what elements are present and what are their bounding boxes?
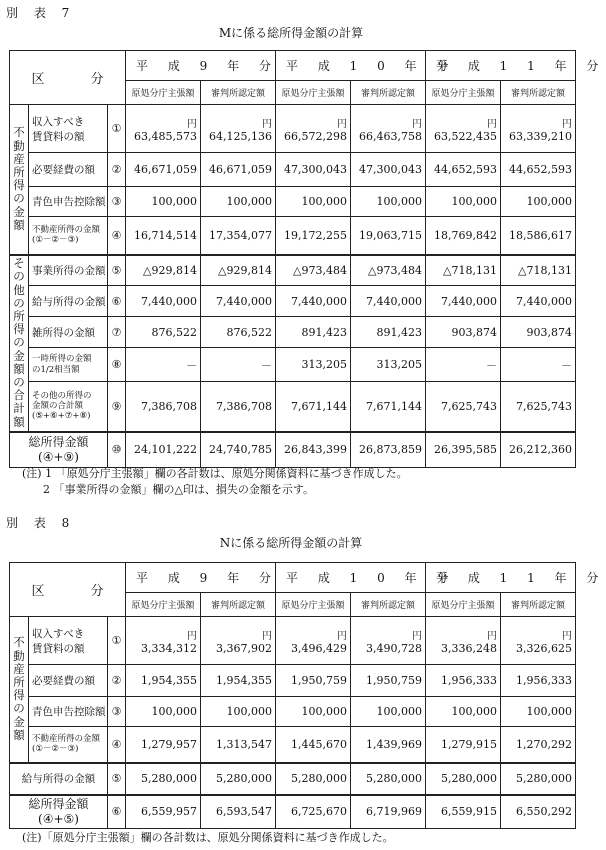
- value-cell: 46,671,059: [201, 153, 276, 187]
- row-label: [29, 255, 108, 286]
- value-cell: 903,874: [501, 317, 576, 348]
- row-label: [29, 727, 108, 763]
- total-label: [10, 795, 108, 829]
- value-cell: 7,671,144: [276, 382, 351, 432]
- row-label: [29, 697, 108, 727]
- row-label: 給与所得の金額: [10, 763, 108, 795]
- value-cell: [501, 617, 576, 665]
- row-number: ⑦: [108, 317, 126, 348]
- value-cell: 7,440,000: [501, 286, 576, 317]
- value-cell: 876,522: [201, 317, 276, 348]
- row-number: ⑩: [108, 432, 126, 468]
- row-number: ⑨: [108, 382, 126, 432]
- yen-unit: 円: [337, 118, 347, 130]
- total-label-line: 総所得金額: [28, 797, 89, 812]
- row-label-line: 金額の合計額: [32, 401, 84, 412]
- value-cell: 100,000: [276, 697, 351, 727]
- row-label: [29, 382, 108, 432]
- row-number: ②: [108, 665, 126, 697]
- value-cell: 100,000: [201, 187, 276, 217]
- value-cell: 6,725,670: [276, 795, 351, 829]
- value-cell: [501, 105, 576, 153]
- value-cell: 7,440,000: [426, 286, 501, 317]
- row-label-line: 青色申告控除額: [32, 706, 106, 718]
- row-label: [29, 317, 108, 348]
- total-row: [10, 795, 576, 829]
- total-label-line: (④+⑨): [38, 449, 79, 464]
- value-cell: 1,956,333: [426, 665, 501, 697]
- row-label-line: 雑所得の金額: [32, 326, 95, 339]
- row-number: ⑤: [108, 255, 126, 286]
- value-cell: 44,652,593: [501, 153, 576, 187]
- value-cell: －: [201, 348, 276, 382]
- value-cell: [426, 105, 501, 153]
- table-row: [10, 382, 576, 432]
- row-label: [29, 105, 108, 153]
- table-row: [10, 348, 576, 382]
- row-number: ③: [108, 187, 126, 217]
- value-cell: 100,000: [426, 697, 501, 727]
- value-cell: －: [126, 348, 201, 382]
- row-label-line: の1/2相当額: [32, 364, 80, 375]
- value-cell: 6,559,957: [126, 795, 201, 829]
- yen-unit: 円: [412, 630, 422, 642]
- kubun-char-2: 分: [90, 72, 104, 87]
- row-label-line: 不動産所得の金額: [32, 225, 101, 236]
- row-number: ②: [108, 153, 126, 187]
- value-cell: 891,423: [276, 317, 351, 348]
- value-cell: 26,873,859: [351, 432, 426, 468]
- value-cell: 1,956,333: [501, 665, 576, 697]
- value-cell: 5,280,000: [201, 763, 276, 795]
- value-cell: 6,559,915: [426, 795, 501, 829]
- value-cell: 5,280,000: [351, 763, 426, 795]
- value-cell: △929,814: [126, 255, 201, 286]
- value-text: 3,336,248: [441, 641, 497, 655]
- value-cell: 1,279,915: [426, 727, 501, 763]
- value-cell: 313,205: [276, 348, 351, 382]
- row-label-line: 一時所得の金額: [32, 354, 92, 365]
- row-label-line: 収入すべき: [32, 627, 85, 640]
- value-cell: 26,843,399: [276, 432, 351, 468]
- value-text: 3,334,312: [141, 641, 197, 655]
- row-label: [29, 187, 108, 217]
- value-cell: 7,440,000: [276, 286, 351, 317]
- yen-unit: 円: [337, 630, 347, 642]
- table-row: [10, 286, 576, 317]
- yen-unit: 円: [562, 630, 572, 642]
- kubun-header: [10, 51, 126, 105]
- value-cell: 5,280,000: [501, 763, 576, 795]
- value-cell: 1,445,670: [276, 727, 351, 763]
- value-cell: 100,000: [126, 187, 201, 217]
- value-cell: 18,586,617: [501, 217, 576, 255]
- yen-unit: 円: [562, 118, 572, 130]
- value-cell: 6,593,547: [201, 795, 276, 829]
- value-cell: 26,395,585: [426, 432, 501, 468]
- yen-unit: 円: [262, 118, 272, 130]
- year-header: 平 成 1 0 年 分: [276, 51, 426, 81]
- value-cell: 17,354,077: [201, 217, 276, 255]
- value-cell: 19,172,255: [276, 217, 351, 255]
- table8-label: 別 表 8: [6, 516, 76, 530]
- value-cell: 100,000: [351, 697, 426, 727]
- kubun-char-1: 区: [31, 584, 45, 599]
- value-cell: 26,212,360: [501, 432, 576, 468]
- value-text: 3,326,625: [516, 641, 572, 655]
- row-label-line: 収入すべき: [32, 115, 85, 128]
- value-cell: [426, 617, 501, 665]
- value-cell: 7,440,000: [351, 286, 426, 317]
- value-cell: [201, 617, 276, 665]
- yen-unit: 円: [412, 118, 422, 130]
- table7-note-2: 2 「事業所得の金額」欄の△印は、損失の金額を示す。: [22, 483, 315, 496]
- value-cell: 313,205: [351, 348, 426, 382]
- yen-unit: 円: [262, 630, 272, 642]
- value-cell: －: [501, 348, 576, 382]
- row-number: ④: [108, 217, 126, 255]
- value-cell: 1,950,759: [351, 665, 426, 697]
- table8-notes: [22, 830, 394, 846]
- row-label-line: 給与所得の金額: [32, 295, 106, 308]
- value-cell: 5,280,000: [426, 763, 501, 795]
- row-label-line: 不動産所得の金額: [32, 734, 101, 745]
- sub-header: 審判所認定額: [351, 593, 426, 617]
- value-text: 66,463,758: [359, 129, 422, 143]
- value-cell: 1,279,957: [126, 727, 201, 763]
- table-row: [10, 105, 576, 153]
- yen-unit: 円: [187, 630, 197, 642]
- table-row: [10, 255, 576, 286]
- value-cell: 7,440,000: [126, 286, 201, 317]
- row-label: [29, 665, 108, 697]
- value-cell: 24,101,222: [126, 432, 201, 468]
- value-text: 3,490,728: [366, 641, 422, 655]
- row-label-line: (①－②－③): [32, 235, 79, 246]
- row-number: ⑥: [108, 286, 126, 317]
- value-cell: △718,131: [426, 255, 501, 286]
- value-cell: 1,439,969: [351, 727, 426, 763]
- value-cell: 24,740,785: [201, 432, 276, 468]
- value-cell: △718,131: [501, 255, 576, 286]
- value-cell: 100,000: [201, 697, 276, 727]
- value-text: 3,367,902: [216, 641, 272, 655]
- sub-header: 原処分庁主張額: [126, 593, 201, 617]
- row-label-line: 賃貸料の額: [32, 642, 85, 655]
- value-cell: 47,300,043: [276, 153, 351, 187]
- year-header: 平 成 9 年 分: [126, 563, 276, 593]
- table-row: [10, 317, 576, 348]
- value-cell: 1,313,547: [201, 727, 276, 763]
- value-cell: [351, 617, 426, 665]
- value-cell: 6,719,969: [351, 795, 426, 829]
- value-cell: 46,671,059: [126, 153, 201, 187]
- sub-header: 審判所認定額: [501, 593, 576, 617]
- row-number: ④: [108, 727, 126, 763]
- row-label-line: (①－②－③): [32, 744, 79, 755]
- table7: [9, 50, 606, 468]
- sub-header: 審判所認定額: [201, 593, 276, 617]
- yen-unit: 円: [487, 630, 497, 642]
- year-header: 平 成 1 1 年 分: [426, 51, 576, 81]
- total-label-line: (④+⑤): [38, 811, 79, 826]
- value-text: 3,496,429: [291, 641, 347, 655]
- row-label: [29, 153, 108, 187]
- value-cell: 16,714,514: [126, 217, 201, 255]
- row-number: ③: [108, 697, 126, 727]
- value-cell: [276, 105, 351, 153]
- value-cell: △973,484: [351, 255, 426, 286]
- row-label-line: 必要経費の額: [32, 675, 95, 687]
- year-header: 平 成 1 0 年 分: [276, 563, 426, 593]
- value-cell: 100,000: [426, 187, 501, 217]
- row-number: ①: [108, 617, 126, 665]
- row-label: [29, 286, 108, 317]
- kubun-char-1: 区: [31, 72, 45, 87]
- value-text: 63,485,573: [134, 129, 197, 143]
- row-label-line: 事業所得の金額: [32, 264, 106, 277]
- total-row: [10, 432, 576, 468]
- value-cell: 7,386,708: [201, 382, 276, 432]
- table8-note-1: (注)「原処分庁主張額」欄の各計数は、原処分関係資料に基づき作成した。: [22, 831, 394, 844]
- value-cell: [351, 105, 426, 153]
- sub-header: 原処分庁主張額: [276, 81, 351, 105]
- table7-label: 別 表 7: [6, 6, 76, 20]
- year-header: 平 成 9 年 分: [126, 51, 276, 81]
- value-cell: 7,440,000: [201, 286, 276, 317]
- value-text: 63,339,210: [509, 129, 572, 143]
- value-cell: 100,000: [351, 187, 426, 217]
- value-cell: △929,814: [201, 255, 276, 286]
- value-cell: [126, 617, 201, 665]
- row-number: ⑥: [108, 795, 126, 829]
- value-cell: [126, 105, 201, 153]
- table-row: [10, 217, 576, 255]
- sub-header: 原処分庁主張額: [426, 81, 501, 105]
- value-cell: 1,950,759: [276, 665, 351, 697]
- table-row: [10, 187, 576, 217]
- row-label: [29, 348, 108, 382]
- group-label: 不動産所得の金額: [10, 105, 29, 255]
- row-label-line: 青色申告控除額: [32, 196, 106, 208]
- value-cell: 1,954,355: [126, 665, 201, 697]
- table8: [9, 562, 606, 829]
- row-number: ⑧: [108, 348, 126, 382]
- row-number: ⑤: [108, 763, 126, 795]
- table7-title: Mに係る総所得金額の計算: [218, 26, 364, 40]
- table7-notes: [22, 466, 408, 498]
- value-cell: 903,874: [426, 317, 501, 348]
- group-label: 不動産所得の金額: [10, 617, 29, 763]
- total-label: [10, 432, 108, 468]
- value-cell: 7,625,743: [501, 382, 576, 432]
- value-cell: 100,000: [126, 697, 201, 727]
- value-cell: 7,625,743: [426, 382, 501, 432]
- value-cell: 891,423: [351, 317, 426, 348]
- table-row: [10, 697, 576, 727]
- row-label-line: その他の所得の: [32, 390, 92, 401]
- value-cell: 876,522: [126, 317, 201, 348]
- table8-title: Nに係る総所得金額の計算: [219, 536, 363, 550]
- value-cell: 5,280,000: [276, 763, 351, 795]
- sub-header: 原処分庁主張額: [276, 593, 351, 617]
- value-cell: 1,270,292: [501, 727, 576, 763]
- row-label-line: 賃貸料の額: [32, 130, 85, 143]
- value-cell: 6,550,292: [501, 795, 576, 829]
- sub-header: 審判所認定額: [351, 81, 426, 105]
- value-text: 64,125,136: [209, 129, 272, 143]
- table-row: [10, 153, 576, 187]
- yen-unit: 円: [187, 118, 197, 130]
- sub-header: 審判所認定額: [501, 81, 576, 105]
- value-cell: [276, 617, 351, 665]
- table7-note-1: (注) 1 「原処分庁主張額」欄の各計数は、原処分関係資料に基づき作成した。: [22, 467, 408, 480]
- table-row: [10, 665, 576, 697]
- sub-header: 原処分庁主張額: [426, 593, 501, 617]
- value-cell: 7,386,708: [126, 382, 201, 432]
- table-row: [10, 727, 576, 763]
- kubun-header: [10, 563, 126, 617]
- value-cell: 44,652,593: [426, 153, 501, 187]
- total-label-line: 総所得金額: [28, 435, 89, 450]
- year-header: 平 成 1 1 年 分: [426, 563, 576, 593]
- row-label-line: (⑤+⑥+⑦+⑧): [32, 411, 91, 422]
- table-row: [10, 763, 576, 795]
- table-row: [10, 617, 576, 665]
- value-cell: 18,769,842: [426, 217, 501, 255]
- value-cell: 100,000: [501, 187, 576, 217]
- value-cell: 19,063,715: [351, 217, 426, 255]
- value-text: 66,572,298: [284, 129, 347, 143]
- group-label: その他の所得の金額の合計額: [10, 255, 29, 432]
- sub-header: 原処分庁主張額: [126, 81, 201, 105]
- value-cell: △973,484: [276, 255, 351, 286]
- value-text: 63,522,435: [434, 129, 497, 143]
- value-cell: 7,671,144: [351, 382, 426, 432]
- row-label: [29, 617, 108, 665]
- kubun-char-2: 分: [90, 584, 104, 599]
- yen-unit: 円: [487, 118, 497, 130]
- row-label-line: 必要経費の額: [32, 164, 95, 176]
- value-cell: 1,954,355: [201, 665, 276, 697]
- value-cell: 47,300,043: [351, 153, 426, 187]
- value-cell: 5,280,000: [126, 763, 201, 795]
- value-cell: 100,000: [501, 697, 576, 727]
- sub-header: 審判所認定額: [201, 81, 276, 105]
- row-number: ①: [108, 105, 126, 153]
- value-cell: 100,000: [276, 187, 351, 217]
- value-cell: －: [426, 348, 501, 382]
- value-cell: [201, 105, 276, 153]
- row-label: [29, 217, 108, 255]
